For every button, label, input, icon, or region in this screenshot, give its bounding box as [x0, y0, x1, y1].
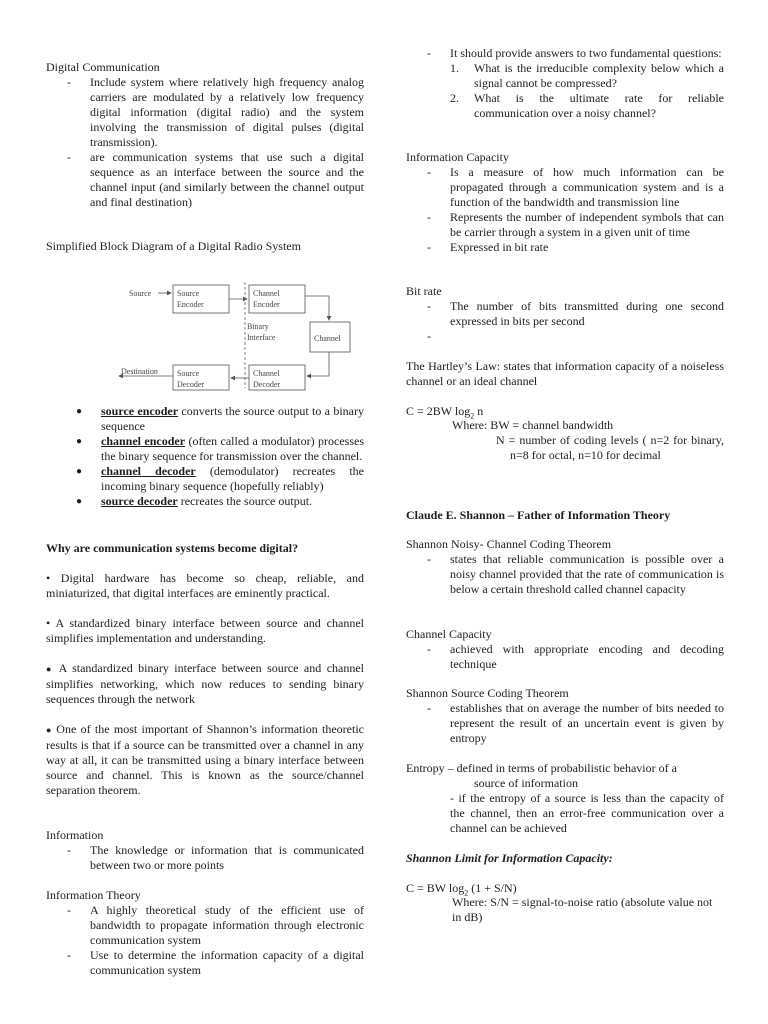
entropy-section	[406, 761, 724, 836]
information-theory-section	[46, 888, 364, 978]
digital-communication-section	[46, 60, 364, 210]
list-item: - Expressed in bit rate	[427, 240, 549, 254]
shannon-limit-heading: Shannon Limit for Information Capacity:	[406, 851, 613, 865]
source-label: Source	[129, 289, 152, 298]
why-digital-paragraph: • Digital hardware has become so cheap, reliable, and miniaturized, that digital interfaces are eminently practical.	[46, 571, 364, 600]
information-section	[46, 828, 364, 873]
destination-label: Destination	[121, 367, 158, 376]
information-capacity-section	[406, 150, 724, 255]
hartley-where: Where: BW = channel bandwidth	[452, 418, 614, 432]
shannon-limit-formula: C = BW $\log_2 (1 + S/N)$	[406, 881, 517, 898]
why-digital-paragraph: • A standardized binary interface between source and channel simplifies implementation and understanding.	[46, 616, 364, 645]
shannon-limit-where: Where: S/N = signal-to-noise ratio (absolute value not in dB)	[452, 895, 713, 924]
entropy-note: - if the entropy of a source is less than the capacity of the channel, then an error-free communication over a channel can be achieved	[450, 791, 724, 835]
list-item: - The number of bits transmitted during one second expressed in bits per second	[427, 299, 724, 328]
entropy-definition: source of information	[474, 776, 578, 790]
hartley-law: The Hartley’s Law: states that information capacity of a noiseless channel or an ideal channel	[406, 359, 724, 388]
list-item: ● source decoder recreates the source output.	[76, 494, 313, 508]
channel-capacity-section	[406, 627, 724, 672]
bit-rate-section	[406, 284, 724, 344]
channel-decoder-label: Decoder	[253, 380, 281, 389]
list-item: - achieved with appropriate encoding and decoding technique	[427, 642, 724, 671]
list-item: ● source encoder converts the source output to a binary sequence	[76, 404, 364, 433]
why-digital-heading: Why are communication systems become digital?	[46, 541, 299, 555]
noisy-channel-theorem-section	[406, 537, 724, 597]
source-decoder-label: Source	[177, 369, 200, 378]
source-coding-theorem-section	[406, 686, 724, 746]
channel-decoder-label: Channel	[253, 369, 280, 378]
binary-interface-label: Binary	[247, 322, 269, 331]
information-heading: Information	[46, 828, 104, 842]
information-capacity-heading: Information Capacity	[406, 150, 509, 164]
channel-capacity-heading: Channel Capacity	[406, 627, 492, 641]
source-decoder-label: Decoder	[177, 380, 205, 389]
information-theory-heading: Information Theory	[46, 888, 141, 902]
list-item: - Use to determine the information capacity of a digital communication system	[67, 948, 364, 977]
noisy-channel-theorem-heading: Shannon Noisy- Channel Coding Theorem	[406, 537, 612, 551]
bit-rate-heading: Bit rate	[406, 284, 442, 298]
why-digital-paragraph: ● A standardized binary interface between source and channel simplifies networking, which now reduces to sending binary sequences through the network	[46, 661, 365, 706]
source-encoder-label: Encoder	[177, 300, 204, 309]
list-item: - Is a measure of how much information can be propagated through a communication system and is a function of the bandwidth and transmission line	[427, 165, 724, 209]
block-diagram-heading: Simplified Block Diagram of a Digital Radio System	[46, 239, 301, 253]
list-item: - The knowledge or information that is communicated between two or more points	[67, 843, 364, 872]
arrow	[305, 296, 329, 320]
list-item: - establishes that on average the number of bits needed to represent the result of an uncertain event is given by entropy	[427, 701, 724, 745]
block-diagram	[46, 280, 364, 392]
components-list	[46, 404, 364, 509]
list-item: - It should provide answers to two fundamental questions:	[427, 46, 722, 60]
source-encoder-label: Source	[177, 289, 200, 298]
shannon-title: Claude E. Shannon – Father of Information Theory	[406, 508, 671, 522]
hartley-where: N = number of coding levels ( n=2 for binary, n=8 for octal, n=10 for decimal	[496, 433, 724, 462]
list-item: - are communication systems that use such a digital sequence as an interface between the source and the channel input (and similarly between the channel output and final destination)	[67, 150, 364, 209]
list-item: - A highly theoretical study of the efficient use of bandwidth to propagate information through electronic communication system	[67, 903, 364, 947]
list-item: ● channel encoder (often called a modulator) processes the binary sequence for transmission over the channel.	[76, 434, 364, 463]
list-item: - Represents the number of independent symbols that can be carrier through a system in a given unit of time	[427, 210, 724, 239]
hartley-formula: C = 2BW $\log_2 n$	[406, 404, 484, 421]
list-item: ● channel decoder (demodulator) recreates the incoming binary sequence (hopefully reliably)	[76, 464, 364, 493]
channel-label: Channel	[314, 334, 341, 343]
digital-communication-heading: Digital Communication	[46, 60, 160, 74]
list-item: - states that reliable communication is possible over a noisy channel provided that the rate of communication is below a certain threshold called channel capacity	[427, 552, 724, 596]
entropy-definition: Entropy – defined in terms of probabilistic behavior of a	[406, 761, 677, 775]
list-item: 2. What is the ultimate rate for reliable communication over a noisy channel?	[450, 91, 724, 120]
binary-interface-label: Interface	[247, 333, 276, 342]
list-item: 1. What is the irreducible complexity below which a signal cannot be compressed?	[450, 61, 724, 90]
channel-encoder-label: Encoder	[253, 300, 280, 309]
fundamental-questions-section	[406, 46, 724, 121]
arrow	[307, 352, 329, 376]
list-item: - Include system where relatively high frequency analog carriers are modulated by a relatively low frequency digital information (digital radio) and the system involving the transmission of digital pulses (digital transmission).	[67, 75, 364, 149]
why-digital-paragraph: ● One of the most important of Shannon’s information theoretic results is that if a source can be transmitted over a channel in any way at all, it can be transmitted using a binary interface between source and channel. This is known as the source/channel separation theorem.	[46, 722, 364, 797]
channel-encoder-label: Channel	[253, 289, 280, 298]
list-item: -	[427, 329, 431, 343]
source-coding-theorem-heading: Shannon Source Coding Theorem	[406, 686, 569, 700]
